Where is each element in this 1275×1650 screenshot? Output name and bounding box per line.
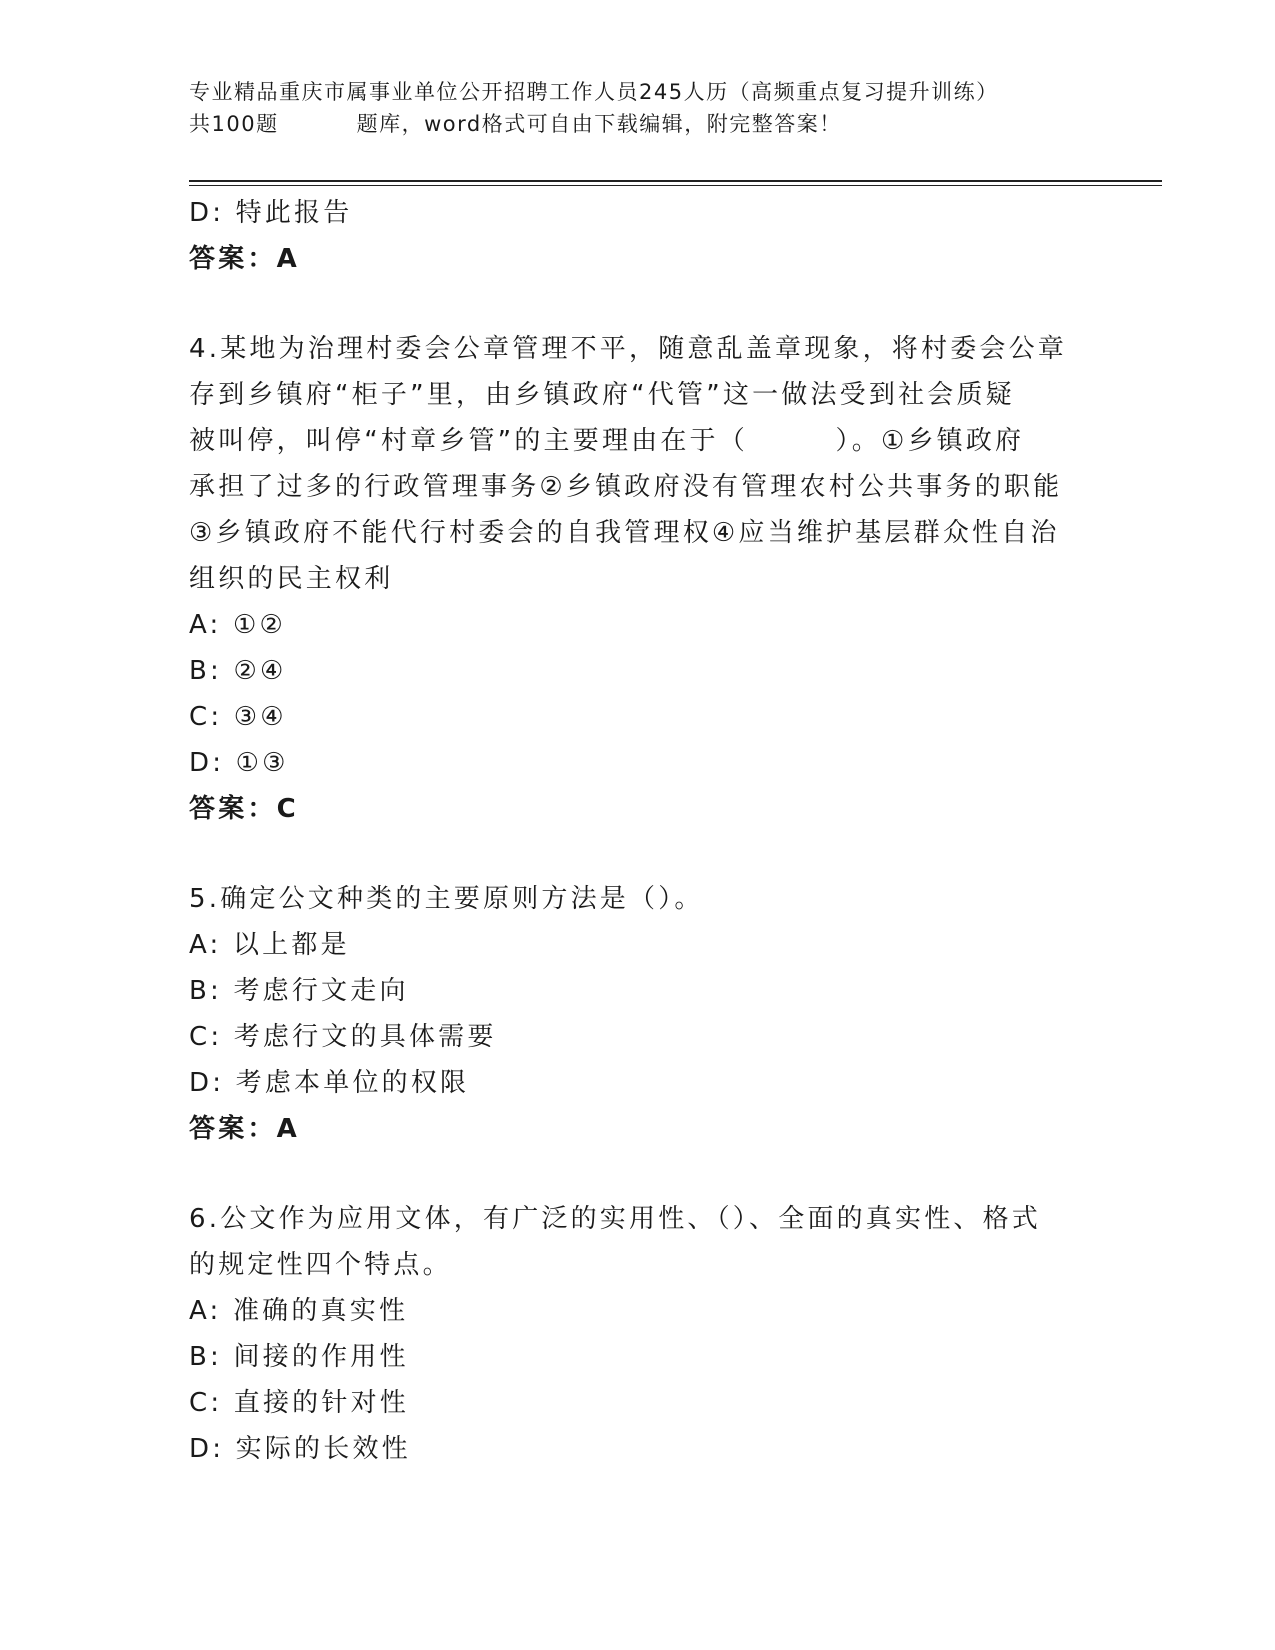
header-divider-thick: [189, 180, 1162, 182]
header-subtitle-line: [189, 108, 1089, 140]
question-3-tail: [189, 190, 1069, 282]
question-text-line: 承担了过多的行政管理事务②乡镇政府没有管理农村公共事务的职能: [189, 472, 1063, 502]
option-c: C: 考虑行文的具体需要: [189, 1022, 497, 1052]
question-text-line: 的规定性四个特点。: [189, 1250, 452, 1280]
question-6: [189, 1196, 1069, 1472]
option-b: B: ②④: [189, 656, 287, 686]
question-text-line: 5.确定公文种类的主要原则方法是（）。: [189, 884, 704, 914]
option-a: A: ①②: [189, 610, 286, 640]
option-a: A: 准确的真实性: [189, 1296, 409, 1326]
document-header: [189, 76, 1089, 140]
option-c: C: 直接的针对性: [189, 1388, 409, 1418]
question-5: [189, 876, 1069, 1152]
option-d: D: ①③: [189, 748, 289, 778]
answer-label: 答案：C: [189, 794, 299, 824]
header-question-count: 共100题: [189, 112, 279, 136]
question-4: [189, 326, 1069, 832]
option-d: D: 实际的长效性: [189, 1434, 411, 1464]
answer-label: 答案：A: [189, 1114, 300, 1144]
question-text-line: 存到乡镇府“柜子”里，由乡镇政府“代管”这一做法受到社会质疑: [189, 380, 1015, 410]
header-description: 题库，word格式可自由下载编辑，附完整答案！: [356, 112, 842, 136]
option-b: B: 间接的作用性: [189, 1342, 409, 1372]
option-a: A: 以上都是: [189, 930, 350, 960]
header-divider-thin: [189, 185, 1162, 186]
question-text-line: 组织的民主权利: [189, 564, 394, 594]
question-text-line: 4.某地为治理村委会公章管理不平，随意乱盖章现象，将村委会公章: [189, 334, 1068, 364]
option-c: C: ③④: [189, 702, 287, 732]
option-d: D: 特此报告: [189, 198, 353, 228]
question-text-line: ③乡镇政府不能代行村委会的自我管理权④应当维护基层群众性自治: [189, 518, 1060, 548]
option-d: D: 考虑本单位的权限: [189, 1068, 470, 1098]
question-text-line: 6.公文作为应用文体，有广泛的实用性、（）、全面的真实性、格式: [189, 1204, 1042, 1234]
question-list: [189, 190, 1069, 1472]
header-title-line: 专业精品重庆市属事业单位公开招聘工作人员245人历（高频重点复习提升训练）: [189, 80, 999, 104]
option-b: B: 考虑行文走向: [189, 976, 409, 1006]
answer-label: 答案：A: [189, 244, 300, 274]
question-text-line: 被叫停，叫停“村章乡管”的主要理由在于（ ）。①乡镇政府: [189, 426, 1025, 456]
